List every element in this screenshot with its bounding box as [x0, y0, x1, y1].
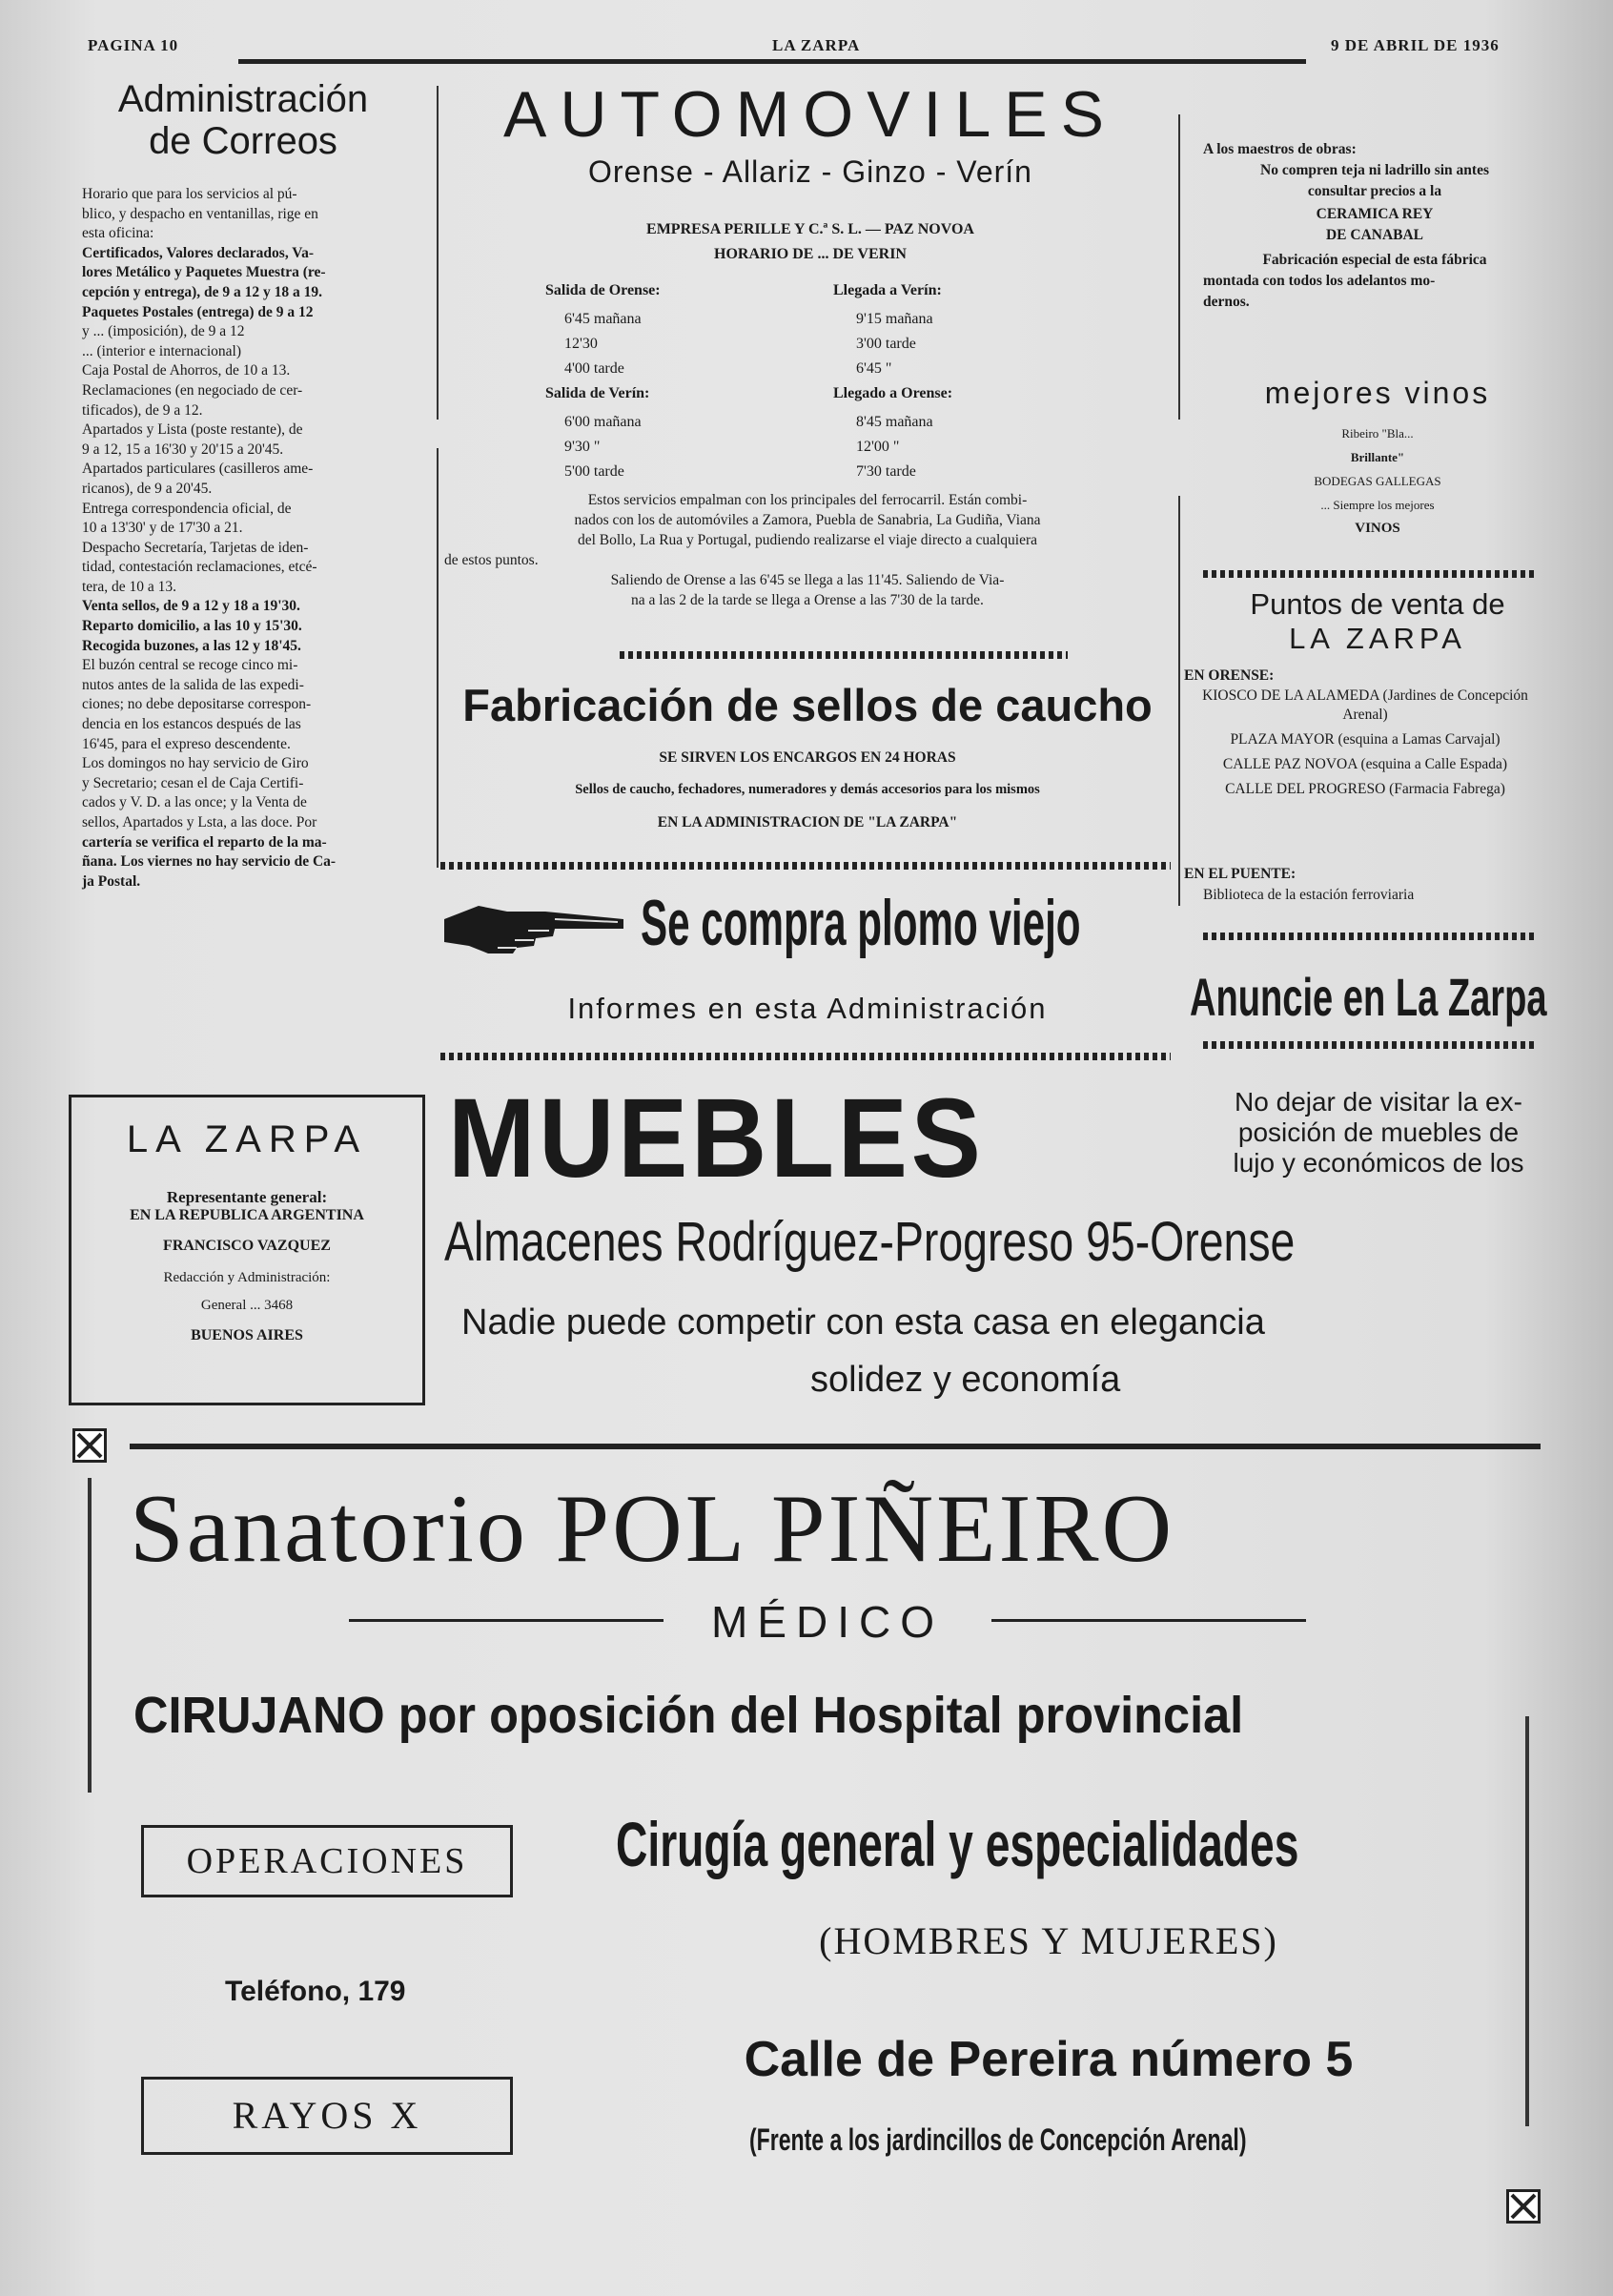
anuncie-title: Anuncie en La Zarpa [1190, 967, 1547, 1027]
hombres-mujeres: (HOMBRES Y MUJERES) [819, 1919, 1278, 1962]
ceramica-line: dernos. [1203, 294, 1250, 310]
dotted-rule [1203, 570, 1537, 578]
vinos-line: Brillante" [1350, 450, 1405, 464]
exposicion-line: No dejar de visitar la ex- [1235, 1087, 1522, 1117]
paper-name: LA ZARPA [772, 36, 861, 54]
correos-line: tidad, contestación reclamaciones, etcé- [82, 559, 317, 576]
zarpa-box-title: LA ZARPA [126, 1118, 368, 1160]
arrival-time: 9'15 mañana [856, 311, 933, 327]
zarpa-box-address: General ... 3468 [200, 1298, 294, 1313]
correos-line: Paquetes Postales (entrega) de 9 a 12 [82, 303, 314, 320]
correos-title-line2: de Correos [149, 120, 337, 162]
dotted-rule [1203, 933, 1537, 940]
correos-line: Venta sellos, de 9 a 12 y 18 a 19'30. [82, 598, 300, 615]
column-rule [437, 86, 439, 420]
arrival-time: 3'00 tarde [856, 336, 916, 352]
puntos-list [1184, 687, 1546, 805]
page-number: PAGINA 10 [88, 36, 179, 54]
dotted-rule [1203, 1041, 1537, 1049]
sellos-title: Fabricación de sellos de caucho [462, 680, 1153, 730]
correos-line: 16'45, para el expreso descendente. [82, 735, 291, 752]
header-rule [238, 59, 1306, 64]
pointing-hand-icon [440, 891, 627, 957]
salida-verin-label: Salida de Verín: [545, 385, 650, 401]
ceramica-line: montada con todos los adelantos mo- [1203, 273, 1436, 289]
correos-line: Entrega correspondencia oficial, de [82, 500, 292, 517]
departure-time: 12'30 [564, 336, 598, 352]
medico-rule-right [991, 1619, 1306, 1622]
muebles-line1: Nadie puede competir con esta casa en elegancia [461, 1302, 1265, 1343]
correos-line: cados y V. D. a las once; y la Venta de [82, 794, 307, 811]
en-orense-label: EN ORENSE: [1184, 667, 1275, 684]
ceramica-line: Fabricación especial de esta fábrica [1262, 252, 1487, 268]
departure-time: 4'00 tarde [564, 360, 624, 377]
puntos-title [1192, 587, 1563, 656]
muebles-line2: solidez y economía [810, 1360, 1121, 1400]
correos-line: cepción y entrega), de 9 a 12 y 18 a 19. [82, 283, 322, 300]
correos-line: Reparto domicilio, a las 10 y 15'30. [82, 618, 302, 635]
zarpa-argentina-box [69, 1095, 425, 1405]
salida-orense-label: Salida de Orense: [545, 282, 661, 298]
puntos-item: KIOSCO DE LA ALAMEDA (Jardines de Concepción Arenal) [1202, 687, 1528, 723]
auto-note: nados con los de automóviles a Zamora, Puebla de Sanabria, La Gudiña, Viana [574, 512, 1041, 528]
operaciones-label: OPERACIONES [186, 1841, 468, 1881]
sanatorio-frente: (Frente a los jardincillos de Concepción Arenal) [749, 2122, 1247, 2157]
llegada-verin-label: Llegada a Verín: [833, 282, 942, 298]
corner-ornament-icon [1506, 2189, 1541, 2224]
sanatorio-right-rule [1525, 1716, 1529, 2126]
exposicion-line: lujo y económicos de los [1233, 1148, 1524, 1178]
sanatorio-medico: MÉDICO [711, 1597, 944, 1647]
vinos-line: BODEGAS GALLEGAS [1314, 474, 1441, 488]
column-rule [1178, 114, 1180, 420]
arrival-time: 12'00 " [856, 439, 900, 455]
correos-line: tificados), de 9 a 12. [82, 401, 203, 419]
arrival-time: 7'30 tarde [856, 463, 916, 480]
auto-note: Saliendo de Orense a las 6'45 se llega a las 11'45. Saliendo de Via- [610, 572, 1005, 588]
auto-title: AUTOMOVILES [503, 78, 1117, 151]
correos-line: Recogida buzones, a las 12 y 18'45. [82, 637, 301, 654]
correos-line: blico, y despacho en ventanillas, rige en [82, 205, 318, 222]
puntos-title-line2: LA ZARPA [1289, 622, 1466, 655]
arrival-time: 6'45 " [856, 360, 892, 377]
ceramica-line: No compren teja ni ladrillo sin antes [1260, 162, 1489, 178]
exposicion-line: posición de muebles de [1237, 1117, 1520, 1147]
plomo-info: Informes en esta Administración [567, 992, 1048, 1025]
correos-line: Apartados particulares (casilleros ame- [82, 461, 314, 478]
puntos-item: CALLE PAZ NOVOA (esquina a Calle Espada) [1222, 756, 1508, 772]
timetable-row [564, 357, 1041, 381]
ceramica-line: CERAMICA REY [1316, 206, 1434, 222]
correos-line: Horario que para los servicios al pú- [82, 186, 297, 202]
correos-line: sellos, Apartados y Lsta, a las doce. Por [82, 814, 317, 830]
vinos-ad [1192, 421, 1563, 541]
vinos-title: mejores vinos [1264, 376, 1491, 410]
sellos-line3: EN LA ADMINISTRACION DE "LA ZARPA" [657, 814, 958, 830]
correos-line: tera, de 10 a 13. [82, 578, 176, 595]
timetable-row [564, 435, 1041, 460]
ceramica-line: consultar precios a la [1307, 183, 1442, 199]
ceramica-line: A los maestros de obras: [1203, 141, 1357, 157]
departure-time: 5'00 tarde [564, 463, 624, 480]
correos-title-line1: Administración [117, 78, 369, 120]
sanatorio-cirujano: CIRUJANO por oposición del Hospital provincial [133, 1687, 1244, 1744]
correos-line: cartería se verifica el reparto de la ma- [82, 833, 327, 851]
puntos-title-line1: Puntos de venta de [1250, 587, 1505, 621]
sanatorio-left-rule [88, 1478, 92, 1793]
correos-line: esta oficina: [82, 225, 154, 242]
rayos-label: RAYOS X [232, 2094, 422, 2137]
timetable-row [564, 460, 1041, 484]
column-rule [1178, 496, 1180, 906]
departure-time: 9'30 " [564, 439, 601, 455]
correos-line: 9 a 12, 15 a 16'30 y 20'15 a 20'45. [82, 441, 284, 458]
ceramica-ad [1203, 139, 1546, 313]
timetable-row [564, 410, 1041, 435]
sellos-line1: SE SIRVEN LOS ENCARGOS EN 24 HORAS [659, 749, 956, 766]
correos-line: ciones; no debe depositarse correspon- [82, 696, 312, 713]
cirugia-line: Cirugía general y especialidades [616, 1809, 1299, 1879]
arrival-time: 8'45 mañana [856, 414, 933, 430]
auto-notes [440, 490, 1174, 610]
ceramica-line: DE CANABAL [1325, 227, 1424, 243]
operaciones-box [141, 1825, 513, 1897]
vinos-line: Ribeiro "Bla... [1341, 426, 1414, 441]
vinos-line: VINOS [1355, 521, 1400, 536]
correos-line: El buzón central se recoge cinco mi- [82, 657, 298, 674]
correos-line: Despacho Secretaría, Tarjetas de iden- [82, 539, 309, 556]
dotted-rule [620, 651, 1068, 659]
muebles-store: Almacenes Rodríguez-Progreso 95-Orense [444, 1211, 1296, 1273]
medico-rule-left [349, 1619, 664, 1622]
timetable-row [564, 307, 1041, 332]
correos-line: ja Postal. [82, 872, 141, 890]
sanatorio-address: Calle de Pereira número 5 [744, 2032, 1354, 2087]
correos-line: dencia en los estancos después de las [82, 716, 301, 733]
plomo-title: Se compra plomo viejo [641, 887, 1081, 959]
zarpa-box-city: BUENOS AIRES [191, 1327, 303, 1343]
auto-note: de estos puntos. [444, 552, 539, 568]
correos-line: ricanos), de 9 a 20'45. [82, 480, 213, 497]
llegada-orense-label: Llegado a Orense: [833, 385, 953, 401]
en-puente-label: EN EL PUENTE: [1184, 866, 1297, 882]
corner-ornament-icon [72, 1428, 107, 1463]
column-rule [437, 448, 439, 868]
correos-line: ñana. Los viernes no hay servicio de Ca- [82, 853, 337, 871]
issue-date: 9 DE ABRIL DE 1936 [1331, 36, 1500, 54]
auto-empresa: EMPRESA PERILLE Y C.ª S. L. — PAZ NOVOA [646, 221, 974, 237]
auto-timetable-1 [564, 307, 1041, 381]
sanatorio-top-rule [130, 1444, 1541, 1449]
zarpa-box-name: FRANCISCO VAZQUEZ [163, 1238, 331, 1254]
telefono: Teléfono, 179 [225, 1976, 406, 2007]
puente-location: Biblioteca de la estación ferroviaria [1203, 887, 1415, 903]
zarpa-box-rep: Representante general: [166, 1188, 328, 1206]
puntos-item: PLAZA MAYOR (esquina a Lamas Carvajal) [1230, 731, 1501, 748]
dotted-rule [440, 862, 1171, 870]
correos-schedule [82, 185, 427, 892]
zarpa-box-country: EN LA REPUBLICA ARGENTINA [130, 1207, 364, 1223]
correos-line: y Secretario; cesan el de Caja Certifi- [82, 774, 304, 791]
auto-note: Estos servicios empalman con los principales del ferrocarril. Están combi- [587, 492, 1028, 508]
auto-horario: HORARIO DE ... DE VERIN [714, 246, 907, 262]
sanatorio-title [130, 1476, 1502, 1583]
dotted-rule [440, 1053, 1171, 1060]
auto-timetable-2 [564, 410, 1041, 484]
sellos-line2: Sellos de caucho, fechadores, numeradores y demás accesorios para los mismos [575, 782, 1040, 797]
departure-time: 6'00 mañana [564, 414, 642, 430]
auto-note: del Bollo, La Rua y Portugal, pudiendo realizarse el viaje directo a cualquiera [577, 532, 1038, 548]
correos-line: lores Metálico y Paquetes Muestra (re- [82, 264, 326, 281]
departure-time: 6'45 mañana [564, 311, 642, 327]
correos-line: ... (interior e internacional) [82, 342, 241, 359]
sanatorio-title-text: Sanatorio POL PIÑEIRO [130, 1475, 1175, 1583]
correos-title [67, 78, 419, 162]
correos-line: nutos antes de la salida de las expedi- [82, 676, 304, 693]
correos-line: Reclamaciones (en negociado de cer- [82, 381, 303, 399]
correos-line: y ... (imposición), de 9 a 12 [82, 323, 245, 340]
timetable-row [564, 332, 1041, 357]
auto-route: Orense - Allariz - Ginzo - Verín [588, 154, 1032, 189]
correos-line: Los domingos no hay servicio de Giro [82, 755, 309, 772]
auto-note: na a las 2 de la tarde se llega a Orense a las 7'30 de la tarde. [631, 592, 984, 608]
correos-line: 10 a 13'30' y de 17'30 a 21. [82, 520, 243, 537]
rayos-box [141, 2077, 513, 2155]
muebles-title: MUEBLES [448, 1076, 985, 1201]
correos-line: Apartados y Lista (poste restante), de [82, 421, 303, 439]
exposicion-ad [1188, 1087, 1569, 1179]
correos-line: Certificados, Valores declarados, Va- [82, 244, 314, 261]
correos-line: Caja Postal de Ahorros, de 10 a 13. [82, 362, 291, 379]
zarpa-box-redaccion: Redacción y Administración: [163, 1270, 331, 1285]
puntos-item: CALLE DEL PROGRESO (Farmacia Fabrega) [1225, 781, 1505, 797]
vinos-line: ... Siempre los mejores [1320, 498, 1435, 512]
